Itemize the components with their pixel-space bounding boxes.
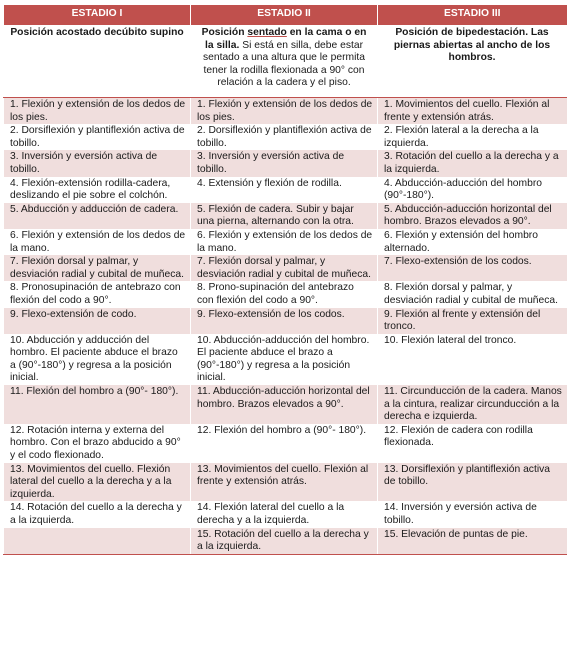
header-stage-1: ESTADIO I [4, 5, 191, 25]
exercise-cell-stage-2: 6. Flexión y extensión de los dedos de la mano. [191, 229, 378, 255]
exercise-cell-stage-2: 11. Abducción-aducción horizontal del hombro. Brazos elevados a 90°. [191, 385, 378, 424]
exercise-cell-stage-2: 10. Abducción-adducción del hombro. El paciente abduce el brazo a (90°-180°) y regresa a la posición inicial. [191, 334, 378, 385]
exercise-cell-stage-3: 7. Flexo-extensión de los codos. [378, 255, 567, 281]
exercise-cell-stage-3: 12. Flexión de cadera con rodilla flexionada. [378, 424, 567, 463]
table-row [4, 124, 567, 150]
exercise-cell-stage-1: 4. Flexión-extensión rodilla-cadera, deslizando el pie sobre el colchón. [4, 177, 191, 203]
table-row [4, 177, 567, 203]
exercise-cell-stage-1: 5. Abducción y adducción de cadera. [4, 203, 191, 229]
table-row [4, 334, 567, 385]
header-row [4, 5, 567, 25]
exercise-cell-stage-1: 10. Abducción y adducción del hombro. El paciente abduce el brazo a (90°-180°) y regresa a la posición inicial. [4, 334, 191, 385]
exercise-stages-table [3, 5, 567, 555]
position-row [4, 25, 567, 98]
exercise-cell-stage-1: 7. Flexión dorsal y palmar, y desviación radial y cubital de muñeca. [4, 255, 191, 281]
table-row [4, 308, 567, 334]
exercise-cell-stage-2: 12. Flexión del hombro a (90°- 180°). [191, 424, 378, 463]
exercise-cell-stage-3: 11. Circunducción de la cadera. Manos a la cintura, realizar circunducción a la derecha e izquierda. [378, 385, 567, 424]
exercise-rows [4, 98, 567, 555]
exercise-cell-stage-1: 2. Dorsiflexión y plantiflexión activa de tobillo. [4, 124, 191, 150]
exercise-cell-stage-3: 2. Flexión lateral a la derecha a la izquierda. [378, 124, 567, 150]
exercise-cell-stage-2: 8. Prono-supinación del antebrazo con flexión del codo a 90°. [191, 281, 378, 307]
position-stage-2-lead-a: Posición [201, 27, 248, 38]
exercise-cell-stage-1: 11. Flexión del hombro a (90°- 180°). [4, 385, 191, 424]
exercise-cell-stage-2: 5. Flexión de cadera. Subir y bajar una pierna, alternando con la otra. [191, 203, 378, 229]
table-row [4, 281, 567, 307]
exercise-cell-stage-1: 13. Movimientos del cuello. Flexión lateral del cuello a la derecha y a la izquierda. [4, 463, 191, 502]
table-row [4, 501, 567, 527]
exercise-cell-stage-2: 4. Extensión y flexión de rodilla. [191, 177, 378, 203]
exercise-cell-stage-1: 6. Flexión y extensión de los dedos de la mano. [4, 229, 191, 255]
position-stage-2-rest: Si está en silla, debe estar sentado a una altura que le permita tener la rodilla flexionada a 90° con relación a la cadera y el piso. [202, 39, 365, 89]
exercise-cell-stage-3: 1. Movimientos del cuello. Flexión al frente y extensión atrás. [378, 98, 567, 125]
exercise-cell-stage-2: 15. Rotación del cuello a la derecha y a la izquierda. [191, 528, 378, 555]
table-row [4, 385, 567, 424]
position-stage-3: Posición de bipedestación. Las piernas abiertas al ancho de los hombros. [378, 25, 567, 98]
exercise-cell-stage-3: 15. Elevación de puntas de pie. [378, 528, 567, 555]
exercise-cell-stage-2: 3. Inversión y eversión activa de tobillo. [191, 150, 378, 176]
position-stage-1: Posición acostado decúbito supino [4, 25, 191, 98]
exercise-cell-stage-1: 3. Inversión y eversión activa de tobillo. [4, 150, 191, 176]
table-row [4, 463, 567, 502]
exercise-cell-stage-1 [4, 528, 191, 555]
exercise-cell-stage-3: 4. Abducción-aducción del hombro (90°-180°). [378, 177, 567, 203]
exercise-cell-stage-3: 8. Flexión dorsal y palmar, y desviación radial y cubital de muñeca. [378, 281, 567, 307]
exercise-cell-stage-1: 1. Flexión y extensión de los dedos de los pies. [4, 98, 191, 125]
table-row [4, 98, 567, 125]
exercise-cell-stage-1: 14. Rotación del cuello a la derecha y a la izquierda. [4, 501, 191, 527]
position-stage-2 [191, 25, 378, 98]
exercise-cell-stage-3: 5. Abducción-aducción horizontal del hombro. Brazos elevados a 90°. [378, 203, 567, 229]
table-row [4, 150, 567, 176]
table-row [4, 255, 567, 281]
exercise-cell-stage-3: 14. Inversión y eversión activa de tobillo. [378, 501, 567, 527]
header-stage-3: ESTADIO III [378, 5, 567, 25]
exercise-cell-stage-3: 13. Dorsiflexión y plantiflexión activa de tobillo. [378, 463, 567, 502]
exercise-cell-stage-2: 13. Movimientos del cuello. Flexión al frente y extensión atrás. [191, 463, 378, 502]
exercise-cell-stage-2: 14. Flexión lateral del cuello a la derecha y a la izquierda. [191, 501, 378, 527]
exercise-cell-stage-3: 9. Flexión al frente y extensión del tronco. [378, 308, 567, 334]
exercise-cell-stage-3: 10. Flexión lateral del tronco. [378, 334, 567, 385]
exercise-cell-stage-1: 8. Pronosupinación de antebrazo con flexión del codo a 90°. [4, 281, 191, 307]
exercise-cell-stage-3: 3. Rotación del cuello a la derecha y a la izquierda. [378, 150, 567, 176]
table-row [4, 528, 567, 555]
exercise-cell-stage-2: 9. Flexo-extensión de los codos. [191, 308, 378, 334]
exercise-cell-stage-2: 1. Flexión y extensión de los dedos de los pies. [191, 98, 378, 125]
position-stage-2-lead-b: en la cama o en la silla. [205, 27, 367, 51]
header-stage-2: ESTADIO II [191, 5, 378, 25]
table-row [4, 229, 567, 255]
exercise-cell-stage-2: 2. Dorsiflexión y plantiflexión activa de tobillo. [191, 124, 378, 150]
exercise-cell-stage-3: 6. Flexión y extensión del hombro alternado. [378, 229, 567, 255]
table-row [4, 424, 567, 463]
exercise-cell-stage-2: 7. Flexión dorsal y palmar, y desviación radial y cubital de muñeca. [191, 255, 378, 281]
exercise-cell-stage-1: 12. Rotación interna y externa del hombro. Con el brazo abducido a 90° y el codo flexionado. [4, 424, 191, 463]
table-row [4, 203, 567, 229]
position-stage-2-underlined: sentado [247, 27, 287, 38]
exercise-cell-stage-1: 9. Flexo-extensión de codo. [4, 308, 191, 334]
